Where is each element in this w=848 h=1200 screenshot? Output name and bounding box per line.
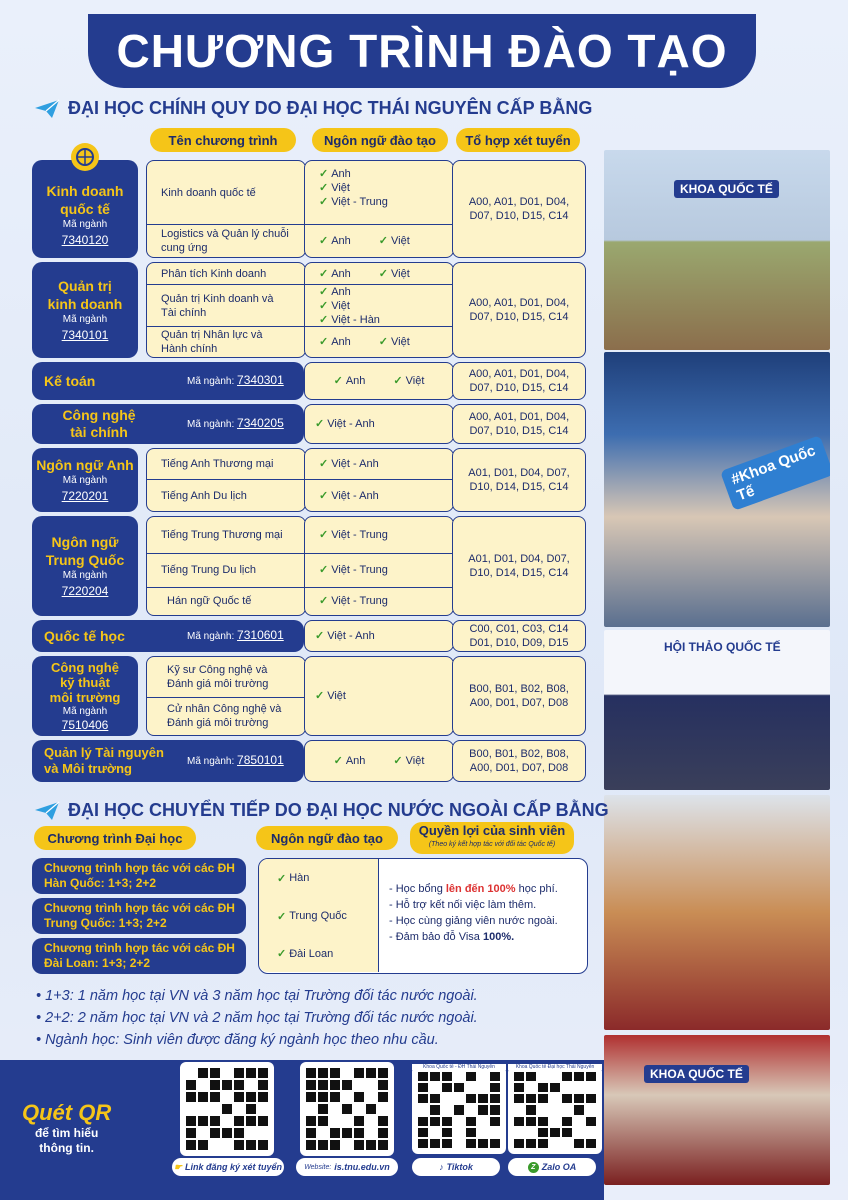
combo-qtkd: A00, A01, D01, D04, D07, D10, D15, C14 [452, 262, 586, 358]
programs-cnkt [146, 656, 306, 736]
major-name-line1: Công nghệ [51, 659, 119, 675]
hashtag-sign: #Khoa Quốc Tế [720, 435, 830, 511]
lang-item: ✓ Việt - Trung [319, 595, 388, 607]
section2-title [34, 800, 609, 821]
paper-plane-icon [34, 801, 60, 821]
major-cong-nghe-ky-thuat-moi-truong [32, 656, 138, 736]
program-name: Logistics và Quản lý chuỗi cung ứng [161, 228, 289, 254]
transfer-languages [259, 859, 379, 972]
col-language-header: Ngôn ngữ đào tạo [312, 128, 448, 152]
languages-nna [304, 448, 454, 512]
benefit-list [389, 881, 558, 945]
lang-group [305, 263, 453, 285]
qr-tiktok-caption[interactable]: ♪ Tiktok [412, 1158, 500, 1176]
lang-group [305, 225, 453, 257]
languages-kt [304, 362, 454, 400]
qr-zalo-title: Khoa Quốc tế Đại học Thái Nguyên [508, 1064, 602, 1070]
combo-kdqt: A00, A01, D01, D04, D07, D10, D15, C14 [452, 160, 586, 258]
programs-kdqt [146, 160, 306, 258]
qr-website-caption[interactable]: Website: is.tnu.edu.vn [296, 1158, 398, 1176]
lang-item: ✓ Việt - Anh [305, 449, 453, 480]
photo-conference [604, 630, 830, 790]
program-name: Tiếng Trung Du lịch [147, 554, 305, 588]
major-code: 7310601 [237, 628, 284, 642]
col-benefit-header [410, 822, 574, 854]
code-label: Mã ngành [62, 218, 108, 230]
transfer-program-china: Chương trình hợp tác với các ĐH Trung Quốc: 1+3; 2+2 [32, 898, 246, 934]
lang-group [305, 285, 453, 327]
major-cong-nghe-tai-chinh [32, 404, 304, 444]
scan-qr-subtitle-2: thông tin. [39, 1141, 94, 1155]
major-code-group: Mã ngành: 7310601 [187, 628, 284, 642]
major-name: Quản lý Tài nguyên và Môi trường [44, 745, 164, 776]
major-code: 7340205 [237, 416, 284, 430]
qr-zalo-caption[interactable]: Z Zalo OA [508, 1158, 596, 1176]
qr-register-caption[interactable]: ☛ Link đăng ký xét tuyển [172, 1158, 284, 1176]
major-code: 7510406 [61, 717, 109, 732]
transfer-program-taiwan: Chương trình hợp tác với các ĐH Đài Loan: 1+3; 2+2 [32, 938, 246, 974]
program-name: Tiếng Anh Thương mại [147, 449, 305, 480]
lang-item: ✓ Anh [319, 336, 351, 348]
lang-group [305, 161, 453, 225]
lang-item: ✓ Việt - Anh [315, 630, 375, 642]
lang-item: ✓ Việt - Trung [305, 518, 453, 554]
photo-building [604, 150, 830, 350]
scan-qr-title: Quét QR [22, 1100, 112, 1125]
lang-item: ✓ Việt - Hàn [319, 314, 380, 326]
qr-zalo[interactable] [508, 1066, 602, 1154]
col-combo-header: Tổ hợp xét tuyển [456, 128, 580, 152]
benefit-item: - Hỗ trợ kết nối việc làm thêm. [389, 899, 537, 911]
school-sign: KHOA QUỐC TẾ [644, 1065, 749, 1083]
languages-nnt [304, 516, 454, 616]
code-label: Mã ngành [62, 569, 108, 581]
qr-tiktok-title: Khoa Quốc tế - ĐH Thái Nguyên [412, 1064, 506, 1070]
programs-nnt [146, 516, 306, 616]
building-sign: KHOA QUỐC TẾ [674, 180, 779, 198]
major-ke-toan [32, 362, 304, 400]
major-name-line1: Quản trị [58, 277, 112, 294]
combo-cntc: A00, A01, D01, D04, D07, D10, D15, C14 [452, 404, 586, 444]
program-name: Cử nhân Công nghệ và Đánh giá môi trường [167, 703, 282, 729]
lang-item: ✓ Việt [378, 235, 410, 247]
qr-register[interactable] [180, 1062, 274, 1156]
program-name: Kinh doanh quốc tế [147, 161, 305, 225]
lang-item: ✓ Việt [319, 300, 350, 312]
major-kinh-doanh-quoc-te [32, 160, 138, 258]
lang-item: ✓ Trung Quốc [277, 910, 347, 923]
combo-nna: A01, D01, D04, D07, D10, D14, D15, C14 [452, 448, 586, 512]
zalo-icon: Z [528, 1162, 539, 1173]
major-name-line1: Ngôn ngữ [51, 533, 119, 550]
lang-item: ✓ Việt - Anh [319, 489, 379, 502]
qr-website[interactable] [300, 1062, 394, 1156]
programs-qtkd [146, 262, 306, 358]
major-code: 7220201 [61, 488, 109, 503]
code-label: Mã ngành [62, 313, 108, 325]
lang-item: ✓ Anh [319, 168, 351, 180]
combo-kt: A00, A01, D01, D04, D07, D10, D15, C14 [452, 362, 586, 400]
major-ngon-ngu-trung-quoc [32, 516, 138, 616]
combo-cnkt: B00, B01, B02, B08, A00, D01, D07, D08 [452, 656, 586, 736]
photo-students-sign [604, 352, 830, 627]
globe-plane-icon [70, 142, 100, 172]
col-uni-program-header: Chương trình Đại học [34, 826, 196, 850]
program-name: Hán ngữ Quốc tế [167, 595, 252, 607]
code-label: Mã ngành [62, 474, 108, 486]
languages-qtkd [304, 262, 454, 358]
major-code-group: Mã ngành: 7340205 [187, 416, 284, 430]
photo-school-gate [604, 1035, 830, 1185]
lang-item: ✓ Việt - Trung [319, 196, 388, 208]
lang-item: ✓ Đài Loan [277, 947, 334, 960]
section1-title-text: ĐẠI HỌC CHÍNH QUY DO ĐẠI HỌC THÁI NGUYÊN CẤP BẰNG [68, 98, 593, 118]
major-quan-ly-tai-nguyen [32, 740, 304, 782]
page-title: CHƯƠNG TRÌNH ĐÀO TẠO [116, 25, 728, 77]
lang-item: ✓ Việt [378, 336, 410, 348]
program-name: Quản trị Kinh doanh và Tài chính [147, 285, 305, 327]
lang-item: ✓ Anh [319, 235, 351, 247]
languages-kdqt [304, 160, 454, 258]
major-name-line2: kỹ thuật [60, 674, 110, 690]
program-name: Quản trị Nhân lực và Hành chính [161, 329, 263, 355]
note-major-choice: • Ngành học: Sinh viên được đăng ký ngành học theo nhu cầu. [36, 1032, 439, 1048]
lang-item: ✓ Hàn [277, 872, 310, 885]
lang-item: ✓ Việt - Anh [315, 418, 375, 430]
tiktok-icon: ♪ [439, 1162, 444, 1172]
lang-item: ✓ Việt [393, 755, 425, 767]
combo-nnt: A01, D01, D04, D07, D10, D14, D15, C14 [452, 516, 586, 616]
major-name-line3: môi trường [49, 689, 121, 705]
combo-qth: C00, C01, C03, C14 D01, D10, D09, D15 [452, 620, 586, 652]
major-quan-tri-kinh-doanh [32, 262, 138, 358]
benefit-header-text: Quyền lợi của sinh viên [418, 823, 566, 838]
languages-qltn [304, 740, 454, 782]
program-name: Phân tích Kinh doanh [147, 263, 305, 285]
scan-qr-callout [22, 1100, 111, 1156]
lang-group [305, 327, 453, 357]
transfer-program-korea: Chương trình hợp tác với các ĐH Hàn Quốc: 1+3; 2+2 [32, 858, 246, 894]
programs-nna [146, 448, 306, 512]
lang-item: ✓ Anh [319, 267, 351, 280]
major-code-group: Mã ngành: 7340301 [187, 373, 284, 387]
section1-title [34, 98, 592, 119]
page-header [88, 14, 756, 88]
languages-cntc [304, 404, 454, 444]
hand-pointer-icon: ☛ [173, 1161, 183, 1172]
benefit-item: - Học cùng giảng viên nước ngoài. [389, 915, 558, 927]
major-name: Công nghệ tài chính [62, 407, 136, 440]
photo-christmas-students [604, 795, 830, 1030]
major-ngon-ngu-anh [32, 448, 138, 512]
major-code: 7220204 [61, 583, 109, 598]
code-label: Mã ngành [62, 705, 108, 717]
col-transfer-language-header: Ngôn ngữ đào tạo [256, 826, 398, 850]
col-program-header: Tên chương trình [150, 128, 296, 152]
major-name: Quốc tế học [44, 627, 125, 644]
section2-title-text: ĐẠI HỌC CHUYỂN TIẾP DO ĐẠI HỌC NƯỚC NGOÀI CẤP BẰNG [68, 800, 609, 820]
major-code-group: Mã ngành: 7850101 [187, 753, 284, 767]
paper-plane-icon [34, 99, 60, 119]
note-1plus3: • 1+3: 1 năm học tại VN và 3 năm học tại Trường đối tác nước ngoài. [36, 988, 478, 1004]
lang-item: ✓ Anh [333, 375, 366, 387]
languages-qth [304, 620, 454, 652]
benefit-header-note: (Theo ký kết hợp tác với đối tác Quốc tế) [428, 841, 556, 848]
program-name: Tiếng Trung Thương mại [147, 518, 305, 554]
scan-qr-subtitle-1: để tìm hiểu [34, 1126, 99, 1140]
lang-item: ✓ Việt [315, 690, 346, 702]
major-name-line2: Trung Quốc [45, 551, 125, 568]
combo-qltn: B00, B01, B02, B08, A00, D01, D07, D08 [452, 740, 586, 782]
qr-tiktok[interactable] [412, 1066, 506, 1154]
lang-item: ✓ Việt [319, 182, 350, 194]
major-name: Kế toán [44, 372, 96, 389]
languages-cnkt [304, 656, 454, 736]
benefit-item: - Học bổng lên đến 100% học phí. [389, 883, 558, 895]
program-name: Tiếng Anh Du lịch [161, 489, 247, 502]
major-name-line2: kinh doanh [47, 295, 123, 312]
major-name-line2: quốc tế [60, 200, 110, 217]
lang-item: ✓ Việt [378, 267, 410, 280]
lang-item: ✓ Anh [333, 755, 366, 767]
lang-item: ✓ Việt [393, 375, 425, 387]
major-name: Ngôn ngữ Anh [36, 456, 134, 473]
major-code: 7340101 [61, 327, 109, 342]
conference-title: HỘI THẢO QUỐC TẾ [664, 640, 781, 654]
major-name-line1: Kinh doanh [46, 182, 124, 199]
note-2plus2: • 2+2: 2 năm học tại VN và 2 năm học tại Trường đối tác nước ngoài. [36, 1010, 478, 1026]
program-name: Kỹ sư Công nghệ và Đánh giá môi trường [147, 658, 305, 698]
major-code: 7340301 [237, 373, 284, 387]
major-code: 7850101 [237, 753, 284, 767]
benefit-item: - Đảm bảo đỗ Visa 100%. [389, 931, 515, 943]
lang-item: ✓ Anh [319, 286, 351, 298]
major-quoc-te-hoc [32, 620, 304, 652]
transfer-table [258, 858, 588, 974]
lang-item: ✓ Việt - Trung [305, 554, 453, 588]
major-code: 7340120 [61, 232, 109, 247]
